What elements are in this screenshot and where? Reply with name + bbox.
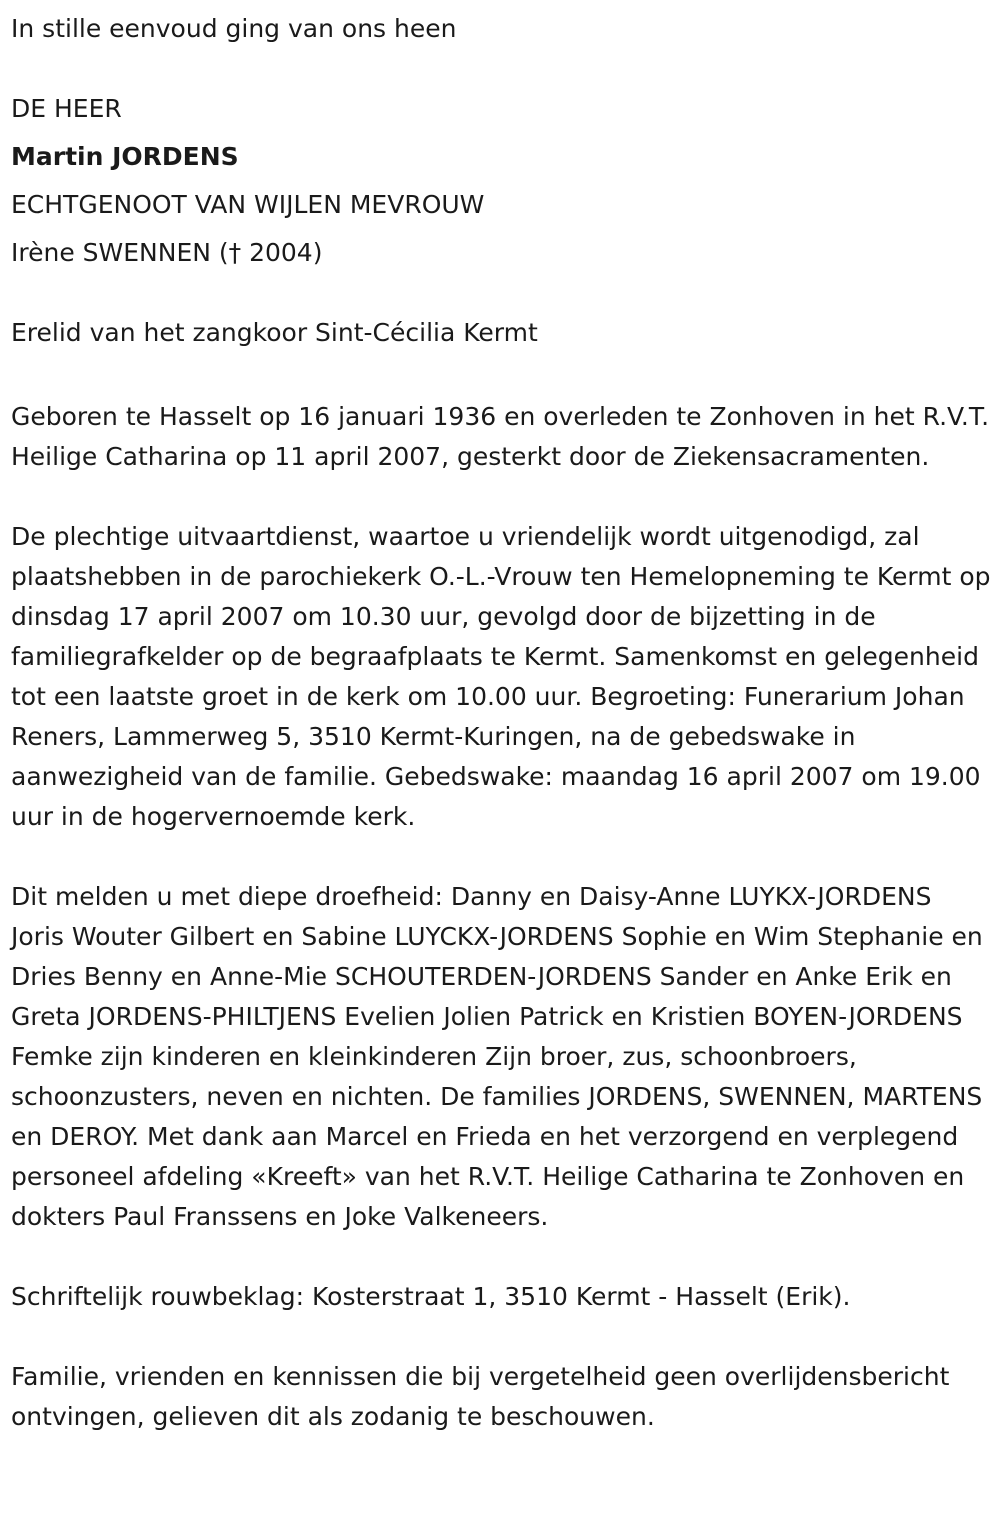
birth-death-paragraph: Geboren te Hasselt op 16 januari 1936 en overleden te Zonhoven in het R.V.T. Heilige Catharina op 11 april 2007, gesterkt door de Ziekensacramenten. [11, 402, 990, 471]
deceased-name: Martin JORDENS [11, 142, 239, 171]
condolence-paragraph: Schriftelijk rouwbeklag: Kosterstraat 1, 3510 Kermt - Hasselt (Erik). [11, 1282, 851, 1311]
intro-line: In stille eenvoud ging van ons heen [11, 14, 457, 43]
closing-paragraph: Familie, vrienden en kennissen die bij vergetelheid geen overlijdensbericht ontvingen, gelieven dit als zodanig te beschouwen. [11, 1362, 950, 1431]
funeral-paragraph: De plechtige uitvaartdienst, waartoe u vriendelijk wordt uitgenodigd, zal plaatshebben in de parochiekerk O.-L.-Vrouw ten Hemelopneming te Kermt op dinsdag 17 april 2007 om 10.30 uur, gevolgd door de bijzetting in de familiegrafkelder op de begraafplaats te Kermt. Samenkomst en gelegenheid tot een laatste groet in de kerk om 10.00 uur. Begroeting: Funerarium Johan Reners, Lammerweg 5, 3510 Kermt-Kuringen, na de gebedswake in aanwezigheid van de familie. Gebedswake: maandag 16 april 2007 om 19.00 uur in de hogervernoemde kerk. [11, 522, 991, 831]
honorary-membership: Erelid van het zangkoor Sint-Cécilia Kermt [11, 318, 538, 347]
obituary-notice [11, 5, 991, 1437]
family-paragraph: Dit melden u met diepe droefheid: Danny en Daisy-Anne LUYKX-JORDENS Joris Wouter Gilbert en Sabine LUYCKX-JORDENS Sophie en Wim Stephanie en Dries Benny en Anne-Mie SCHOUTERDEN-JORDENS Sander en Anke Erik en Greta JORDENS-PHILTJENS Evelien Jolien Patrick en Kristien BOYEN-JORDENS Femke zijn kinderen en kleinkinderen Zijn broer, zus, schoonbroers, schoonzusters, neven en nichten. De families JORDENS, SWENNEN, MARTENS en DEROY. Met dank aan Marcel en Frieda en het verzorgend en verplegend personeel afdeling «Kreeft» van het R.V.T. Heilige Catharina te Zonhoven en dokters Paul Franssens en Joke Valkeneers. [11, 882, 983, 1231]
spouse-name: Irène SWENNEN († 2004) [11, 238, 323, 267]
spouse-line: ECHTGENOOT VAN WIJLEN MEVROUW [11, 190, 485, 219]
title-prefix: DE HEER [11, 94, 122, 123]
